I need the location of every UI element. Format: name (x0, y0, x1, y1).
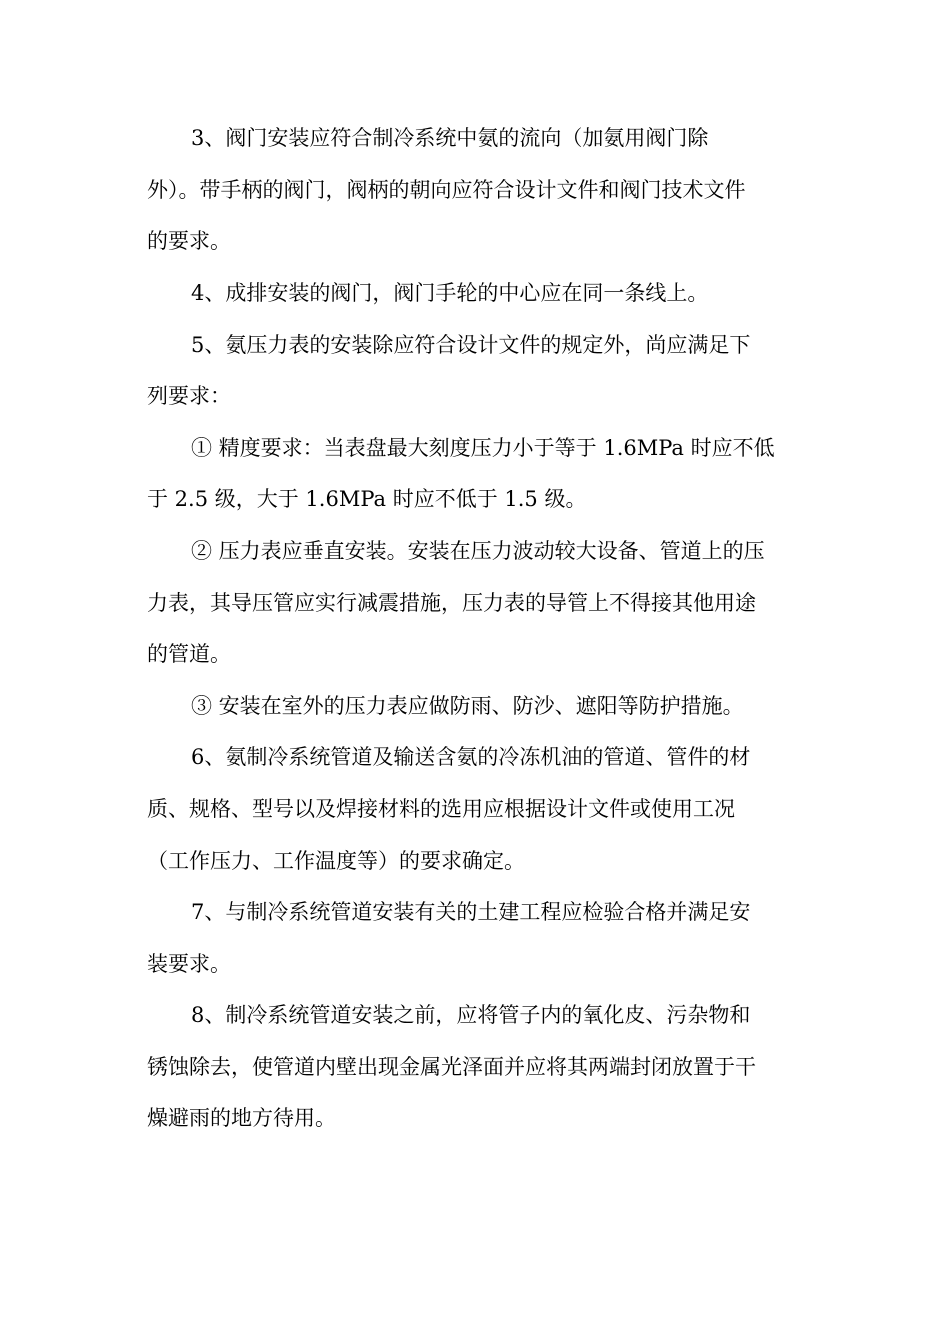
text-line: 于 2.5 级，大于 1.6MPa 时应不低于 1.5 级。 (147, 487, 587, 511)
text-line: ③ 安装在室外的压力表应做防雨、防沙、遮阳等防护措施。 (191, 694, 744, 718)
text-line: 6、氨制冷系统管道及输送含氨的冷冻机油的管道、管件的材 (191, 745, 751, 769)
text-line: 列要求： (147, 384, 231, 408)
text-line: 的要求。 (147, 229, 231, 253)
text-line: 燥避雨的地方待用。 (147, 1106, 336, 1130)
text-line: 3、阀门安装应符合制冷系统中氨的流向（加氨用阀门除 (191, 126, 709, 150)
text-line: 锈蚀除去，使管道内壁出现金属光泽面并应将其两端封闭放置于干 (147, 1055, 756, 1079)
text-line: 装要求。 (147, 952, 231, 976)
text-line: ① 精度要求：当表盘最大刻度压力小于等于 1.6MPa 时应不低 (191, 436, 775, 460)
text-line: 7、与制冷系统管道安装有关的土建工程应检验合格并满足安 (191, 900, 751, 924)
text-line: 4、成排安装的阀门，阀门手轮的中心应在同一条线上。 (191, 281, 709, 305)
text-line: （工作压力、工作温度等）的要求确定。 (147, 849, 525, 873)
text-line: 5、氨压力表的安装除应符合设计文件的规定外，尚应满足下 (191, 333, 751, 357)
text-line: 的管道。 (147, 642, 231, 666)
text-line: 外）。带手柄的阀门，阀柄的朝向应符合设计文件和阀门技术文件 (147, 178, 746, 202)
text-line: 力表，其导压管应实行减震措施，压力表的导管上不得接其他用途 (147, 591, 756, 615)
text-line: ② 压力表应垂直安装。安装在压力波动较大设备、管道上的压 (191, 539, 765, 563)
text-line: 8、制冷系统管道安装之前，应将管子内的氧化皮、污杂物和 (191, 1003, 751, 1027)
text-line: 质、规格、型号以及焊接材料的选用应根据设计文件或使用工况 (147, 797, 735, 821)
